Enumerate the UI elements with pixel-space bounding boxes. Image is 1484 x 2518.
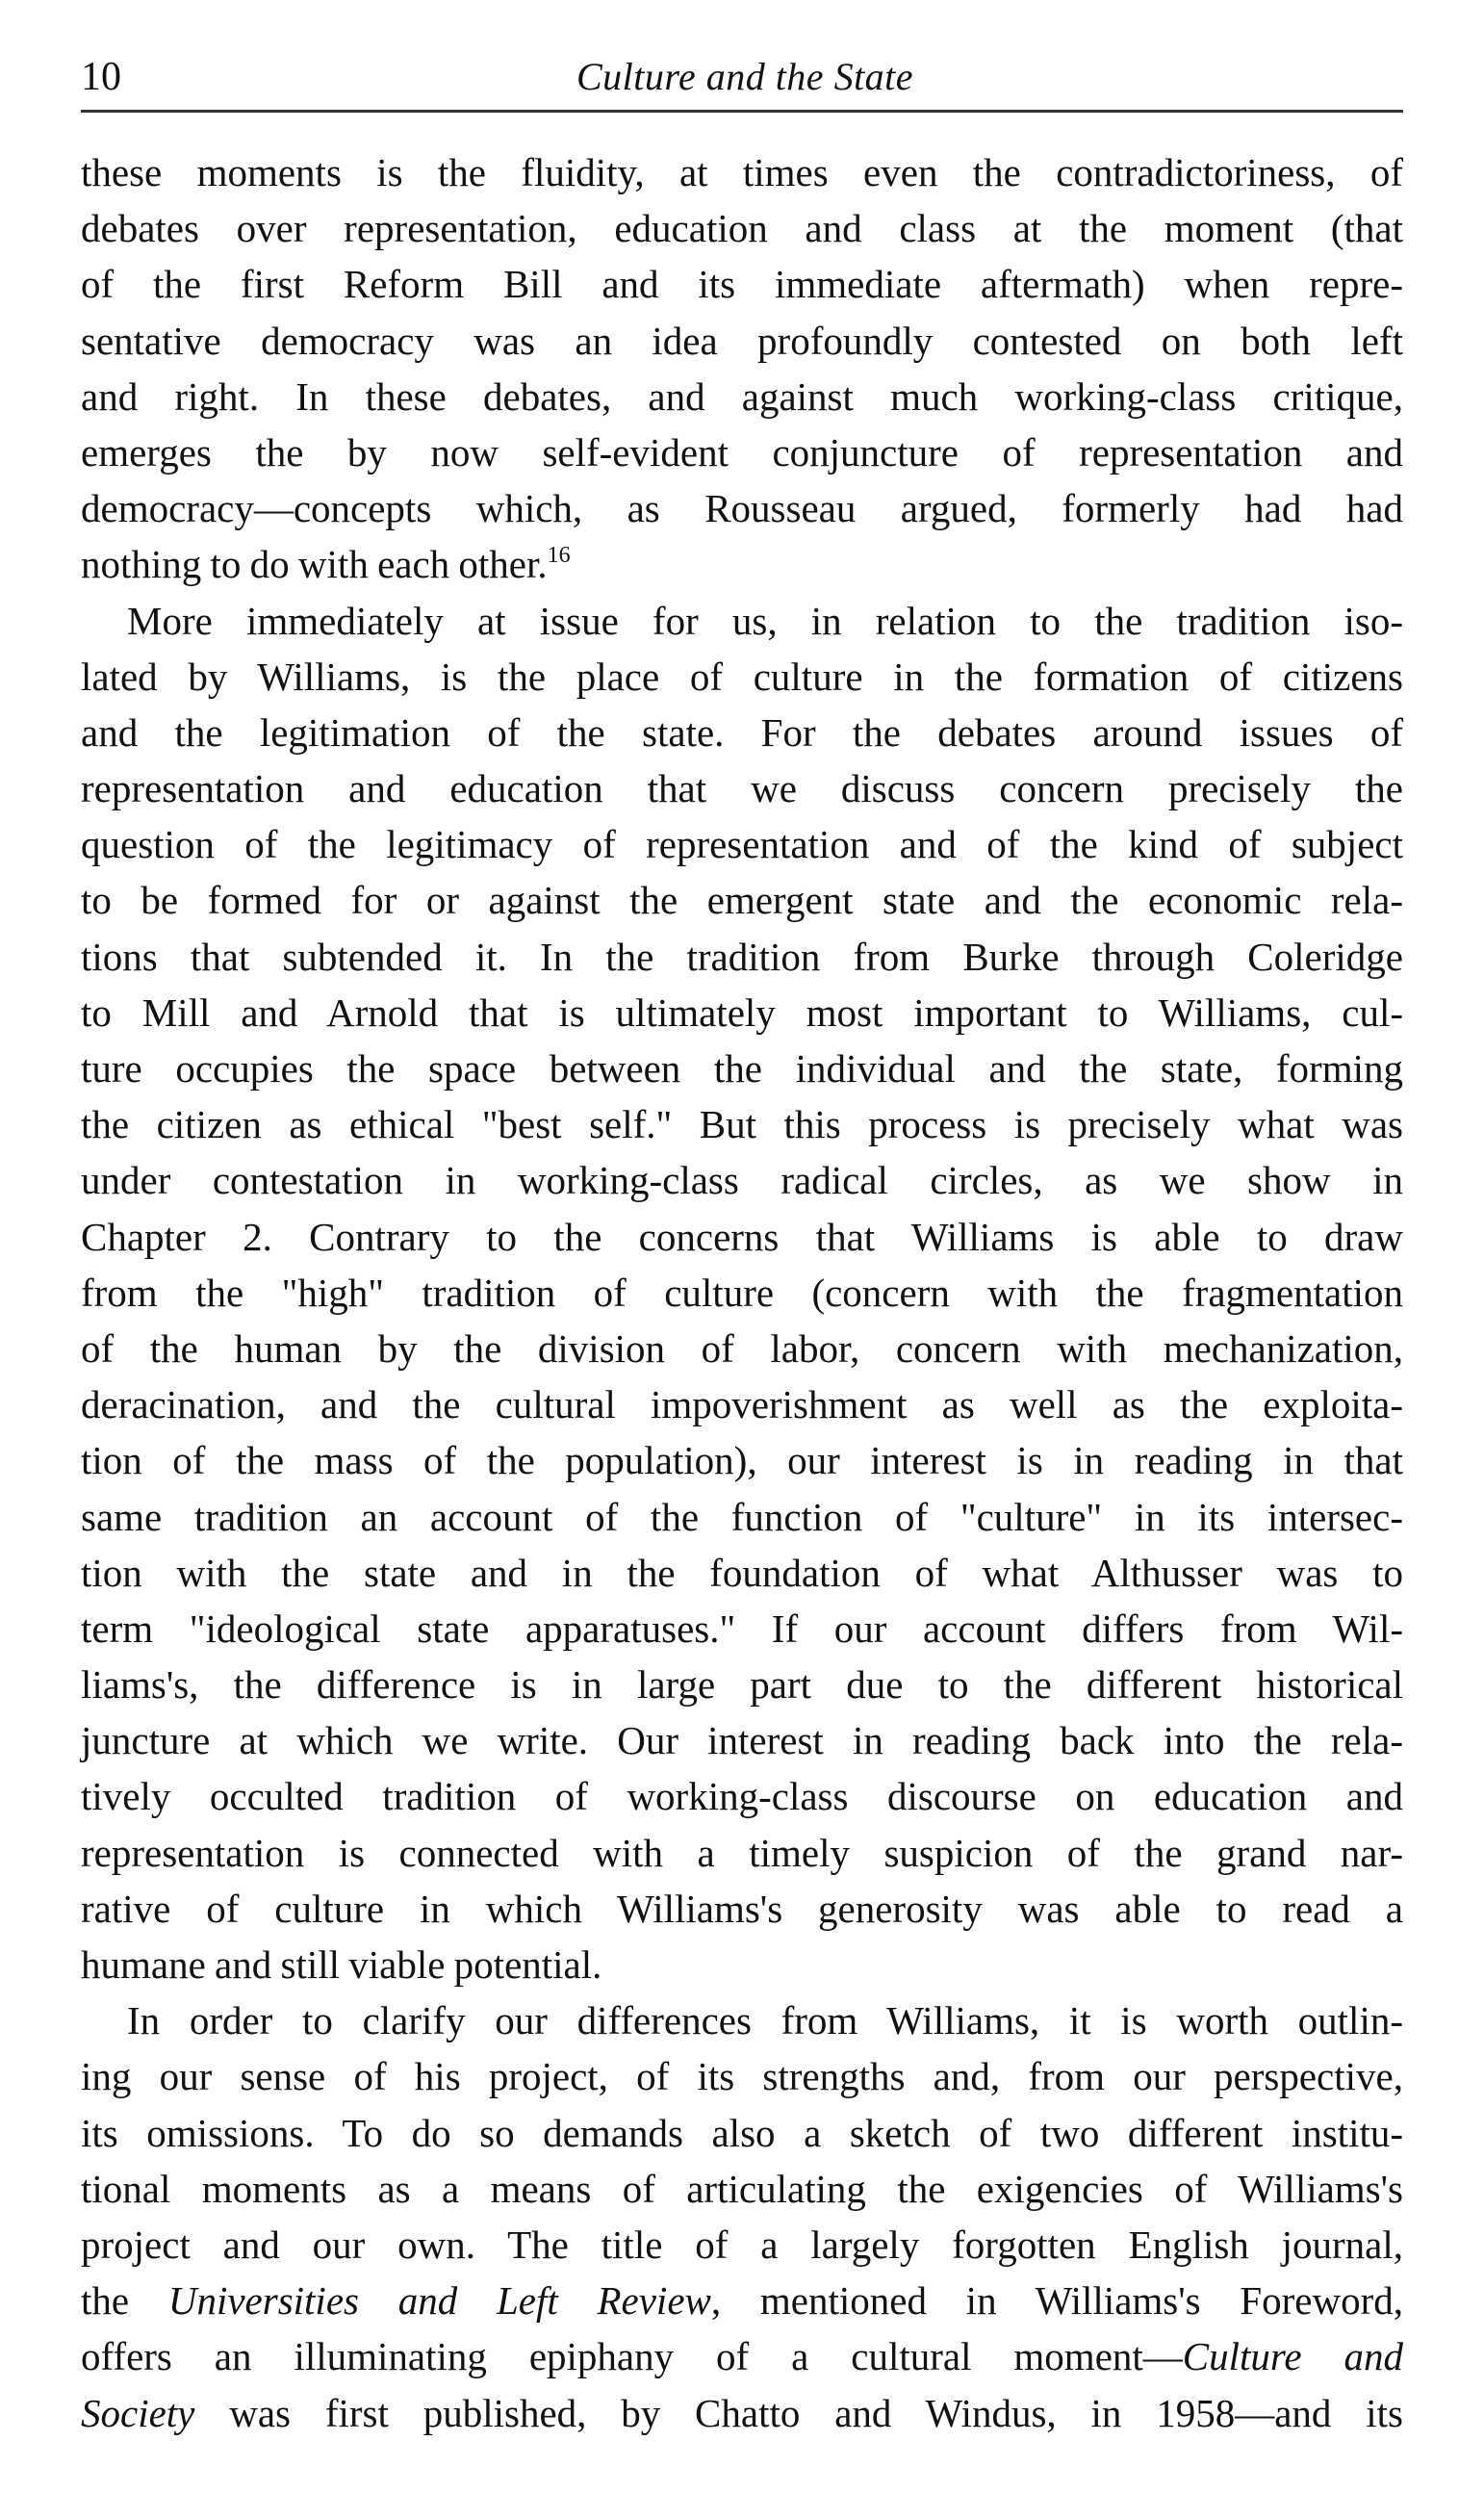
journal-title: Universities and Left Review: [167, 2278, 711, 2324]
text-line: these moments is the fluidity, at times even the contradictoriness, of: [81, 150, 1403, 194]
text-line: term "ideological state apparatuses." If our account differs from Wil-: [81, 1606, 1403, 1651]
text-line: liams's, the difference is in large part due to the different historical: [81, 1662, 1403, 1708]
text-line: question of the legitimacy of representation and of the kind of subject: [81, 822, 1403, 867]
text-line: project and our own. The title of a largely forgotten English journal,: [81, 2222, 1403, 2267]
text-line: to be formed for or against the emergent state and the economic rela-: [81, 878, 1403, 923]
text-line: sentative democracy was an idea profoundly contested on both left: [81, 318, 1403, 363]
paragraph-first-line: In order to clarify our differences from Williams, it is worth outlin-: [127, 1998, 1403, 2043]
text-line: tional moments as a means of articulating the exigencies of Williams's: [81, 2166, 1403, 2211]
text-line: emerges the by now self-evident conjuncture of representation and: [81, 429, 1403, 475]
text-line: humane and still viable potential.: [81, 1942, 602, 1987]
text-line: tion with the state and in the foundation of what Althusser was to: [81, 1550, 1403, 1595]
text-line: same tradition an account of the function of "culture" in its intersec-: [81, 1494, 1403, 1539]
line-text: , mentioned in Williams's Foreword,: [710, 2278, 1403, 2324]
text-line: tively occulted tradition of working-class discourse on education and: [81, 1774, 1403, 1819]
running-title: Culture and the State: [576, 55, 914, 98]
text-line: of the human by the division of labor, concern with mechanization,: [81, 1325, 1403, 1371]
text-line: Chapter 2. Contrary to the concerns that Williams is able to draw: [81, 1214, 1403, 1259]
text-line: debates over representation, education and class at the moment (that: [81, 206, 1403, 251]
text-line: ture occupies the space between the individual and the state, forming: [81, 1046, 1403, 1091]
line-text: was first published, by Chatto and Windus, in 1958—and its: [194, 2390, 1403, 2435]
paragraph-first-line: More immediately at issue for us, in relation to the tradition iso-: [127, 598, 1403, 643]
header-rule: [81, 110, 1403, 113]
text-line: the citizen as ethical "best self." But this process is precisely what was: [81, 1102, 1403, 1147]
text-line: and right. In these debates, and against much working-class critique,: [81, 373, 1403, 419]
text-line: tions that subtended it. In the tradition from Burke through Coleridge: [81, 934, 1403, 979]
text-line: under contestation in working-class radical circles, as we show in: [81, 1158, 1403, 1203]
page-header: [81, 48, 1409, 106]
text-line: its omissions. To do so demands also a sketch of two different institu-: [81, 2110, 1403, 2155]
text-line: tion of the mass of the population), our interest is in reading in that: [81, 1438, 1403, 1483]
line-text: nothing to do with each other.: [81, 542, 548, 587]
line-text: the: [81, 2278, 168, 2324]
text-line: rative of culture in which Williams's generosity was able to read a: [81, 1886, 1403, 1931]
text-line: democracy—concepts which, as Rousseau argued, formerly had had: [81, 486, 1403, 531]
text-line: lated by Williams, is the place of culture in the formation of citizens: [81, 654, 1403, 699]
text-line: to Mill and Arnold that is ultimately most important to Williams, cul-: [81, 989, 1403, 1035]
text-line: representation is connected with a timely suspicion of the grand nar-: [81, 1830, 1403, 1875]
line-text: offers an illuminating epiphany of a cultural moment—: [81, 2334, 1183, 2379]
text-line: from the "high" tradition of culture (concern with the fragmentation: [81, 1270, 1403, 1315]
book-title: Culture and: [1182, 2334, 1403, 2379]
body-text: [81, 144, 1403, 2441]
book-title: Society: [81, 2390, 195, 2435]
text-line: and the legitimation of the state. For the debates around issues of: [81, 709, 1403, 755]
text-line: of the first Reform Bill and its immediate aftermath) when repre-: [81, 262, 1403, 307]
page-number: 10: [81, 55, 121, 99]
text-line: [81, 2273, 1403, 2328]
text-line: deracination, and the cultural impoverishment as well as the exploita-: [81, 1382, 1403, 1427]
text-line: juncture at which we write. Our interest in reading back into the rela-: [81, 1718, 1403, 1763]
footnote-marker[interactable]: 16: [547, 543, 571, 569]
text-line: [81, 536, 1403, 592]
text-line: [81, 2385, 1403, 2441]
text-line: [81, 2328, 1403, 2384]
text-line: ing our sense of his project, of its strengths and, from our perspective,: [81, 2054, 1403, 2099]
text-line: representation and education that we discuss concern precisely the: [81, 766, 1403, 811]
